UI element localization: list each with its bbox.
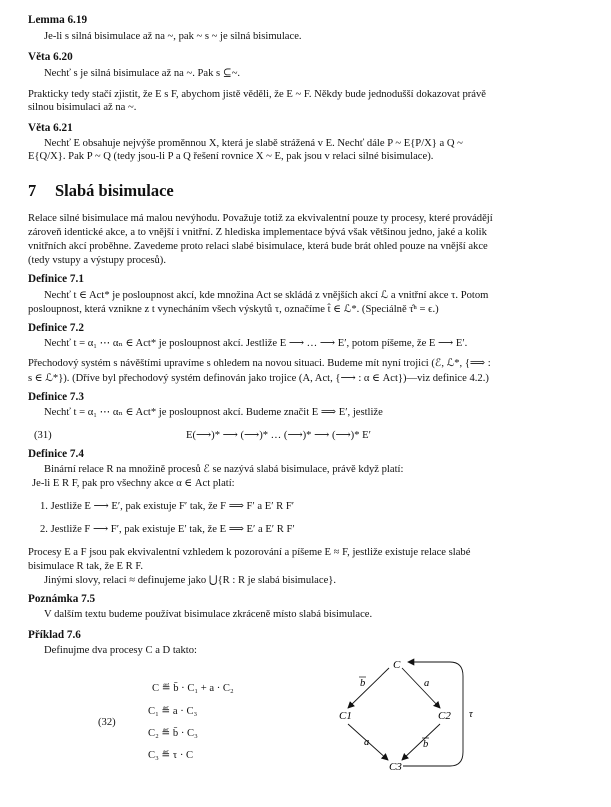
paragraph-line: Přechodový systém s návěštími upravíme s ohledem na novou situaci. Budeme mít nyní trojici (ℰ, ℒ*, {⟹ : [28, 358, 491, 369]
section-title: Slabá bisimulace [55, 181, 174, 200]
remark-7-5-line: V dalším textu budeme používat bisimulace zkráceně místo slabá bisimulace. [44, 609, 373, 620]
paragraph-line: Relace silné bisimulace má malou nevýhodu. Považuje totiž za ekvivalentní pouze ty procesy, které provádějí [28, 213, 493, 224]
definition-7-1-line: posloupnost, která vznikne z t vynecháním všech výskytů τ, označíme t̂ ∈ ℒ*. (Speciálně τ̂ⁿ = ϵ.) [28, 304, 439, 315]
edge-label-c3-c: τ [469, 709, 473, 720]
definition-7-3-line: Nechť t = α₁ ⋯ αₙ ∈ Act* je posloupnost akcí. Budeme značit E ⟹ E′, jestliže [44, 407, 383, 418]
node-c1: C1 [339, 710, 352, 722]
equation-32-line: C₃ ≝ τ · C [148, 750, 194, 761]
edge-label-c-c1: b [360, 678, 366, 689]
theorem-6-21-title: Věta 6.21 [28, 122, 73, 134]
paragraph-line: (tedy vstupy a výstupy procesů). [28, 255, 166, 266]
theorem-6-20-title: Věta 6.20 [28, 51, 73, 63]
equation-31: E(⟶)* ⟶ (⟶)* … (⟶)* ⟶ (⟶)* E′ [186, 430, 371, 441]
equation-32-line: C₂ ≝ b̄ · C₃ [148, 728, 198, 739]
lemma-6-19-text: Je-li s silná bisimulace až na ~, pak ~ s ~ je silná bisimulace. [44, 31, 302, 42]
node-c: C [393, 659, 401, 671]
section-number: 7 [28, 181, 37, 200]
edge-label-c1-c3: a [364, 737, 370, 748]
paragraph-line: Jinými slovy, relaci ≈ definujeme jako ⋃{R : R je slabá bisimulace}. [44, 575, 337, 586]
definition-7-1-line: Nechť t ∈ Act* je posloupnost akcí, kde množina Act se skládá z vnějších akcí ℒ a vnitřní akce τ. Potom [44, 290, 489, 301]
edge-c2-c3 [402, 724, 440, 760]
node-c3: C3 [389, 761, 402, 773]
definition-7-4-item: 2. Jestliže F ⟶ F′, pak existuje E′ tak, že E ⟹ E′ a E′ R F′ [40, 524, 295, 535]
example-7-6-title: Příklad 7.6 [28, 629, 81, 641]
definition-7-2-line: Nechť t = α₁ ⋯ αₙ ∈ Act* je posloupnost akcí. Jestliže E ⟶ … ⟶ E′, potom píšeme, že E ⟶ E′. [44, 338, 468, 349]
equation-32-line: C ≝ b̄ · C₁ + a · C₂ [152, 683, 234, 694]
paragraph-line: Prakticky tedy stačí zjistit, že E s F, abychom jistě věděli, že E ~ F. Někdy bude jednodušší dokazovat právě [28, 89, 486, 100]
definition-7-2-title: Definice 7.2 [28, 322, 84, 334]
definition-7-4-line: Je-li E R F, pak pro všechny akce α ∈ Act platí: [32, 478, 235, 489]
edge-c-c1 [348, 668, 389, 708]
edge-label-c-c2: a [424, 678, 430, 689]
paragraph-line: Procesy E a F jsou pak ekvivalentní vzhledem k pozorování a píšeme E ≈ F, jestliže existuje relace slabé [28, 547, 471, 558]
theorem-6-20-text: Nechť s je silná bisimulace až na ~. Pak s ⊆~. [44, 68, 241, 79]
paragraph-line: bisimulace R tak, že E R F. [28, 561, 144, 572]
equation-number: (32) [98, 717, 116, 728]
paragraph-line: silnou bisimulaci až na ~. [28, 102, 137, 113]
remark-7-5-title: Poznámka 7.5 [28, 593, 96, 605]
equation-number: (31) [34, 430, 52, 441]
edge-c-c2 [402, 668, 440, 708]
equation-32-line: C₁ ≝ a · C₃ [148, 706, 198, 717]
definition-7-4-line: Binární relace R na množině procesů ℰ se nazývá slabá bisimulace, právě když platí: [44, 464, 404, 475]
definition-7-1-title: Definice 7.1 [28, 273, 84, 285]
definition-7-4-title: Definice 7.4 [28, 448, 84, 460]
edge-label-c2-c3: b [423, 739, 429, 750]
paragraph-line: zároveň identické akce, a to vnější i vnitřní. Z hlediska implementace bývá však většinou jedno, jaké a kolik [28, 227, 487, 238]
lemma-6-19-title: Lemma 6.19 [28, 14, 88, 26]
example-7-6-line: Definujme dva procesy C a D takto: [44, 645, 197, 656]
theorem-6-21-line: E{Q/X}. Pak P ~ Q (tedy jsou-li P a Q řešení rovnice X ~ E, pak jsou v relaci silné bisimulace). [28, 151, 434, 162]
node-c2: C2 [438, 710, 451, 722]
paragraph-line: vnitřních akcí proběhne. Zavedeme proto relaci slabé bisimulace, která bude brát ohled pouze na vnější akce [28, 241, 488, 252]
paragraph-line: s ∈ ℒ*}). (Dříve byl přechodový systém definován jako trojice (A, Act, {⟶ : α ∈ Act})—viz definice 4.2.) [28, 373, 489, 384]
definition-7-4-item: 1. Jestliže E ⟶ E′, pak existuje F′ tak, že F ⟹ F′ a E′ R F′ [40, 501, 295, 512]
definition-7-3-title: Definice 7.3 [28, 391, 84, 403]
theorem-6-21-line: Nechť E obsahuje nejvýše proměnnou X, která je slabě strážená v E. Nechť dále P ~ E{P/X} a Q ~ [44, 138, 463, 149]
